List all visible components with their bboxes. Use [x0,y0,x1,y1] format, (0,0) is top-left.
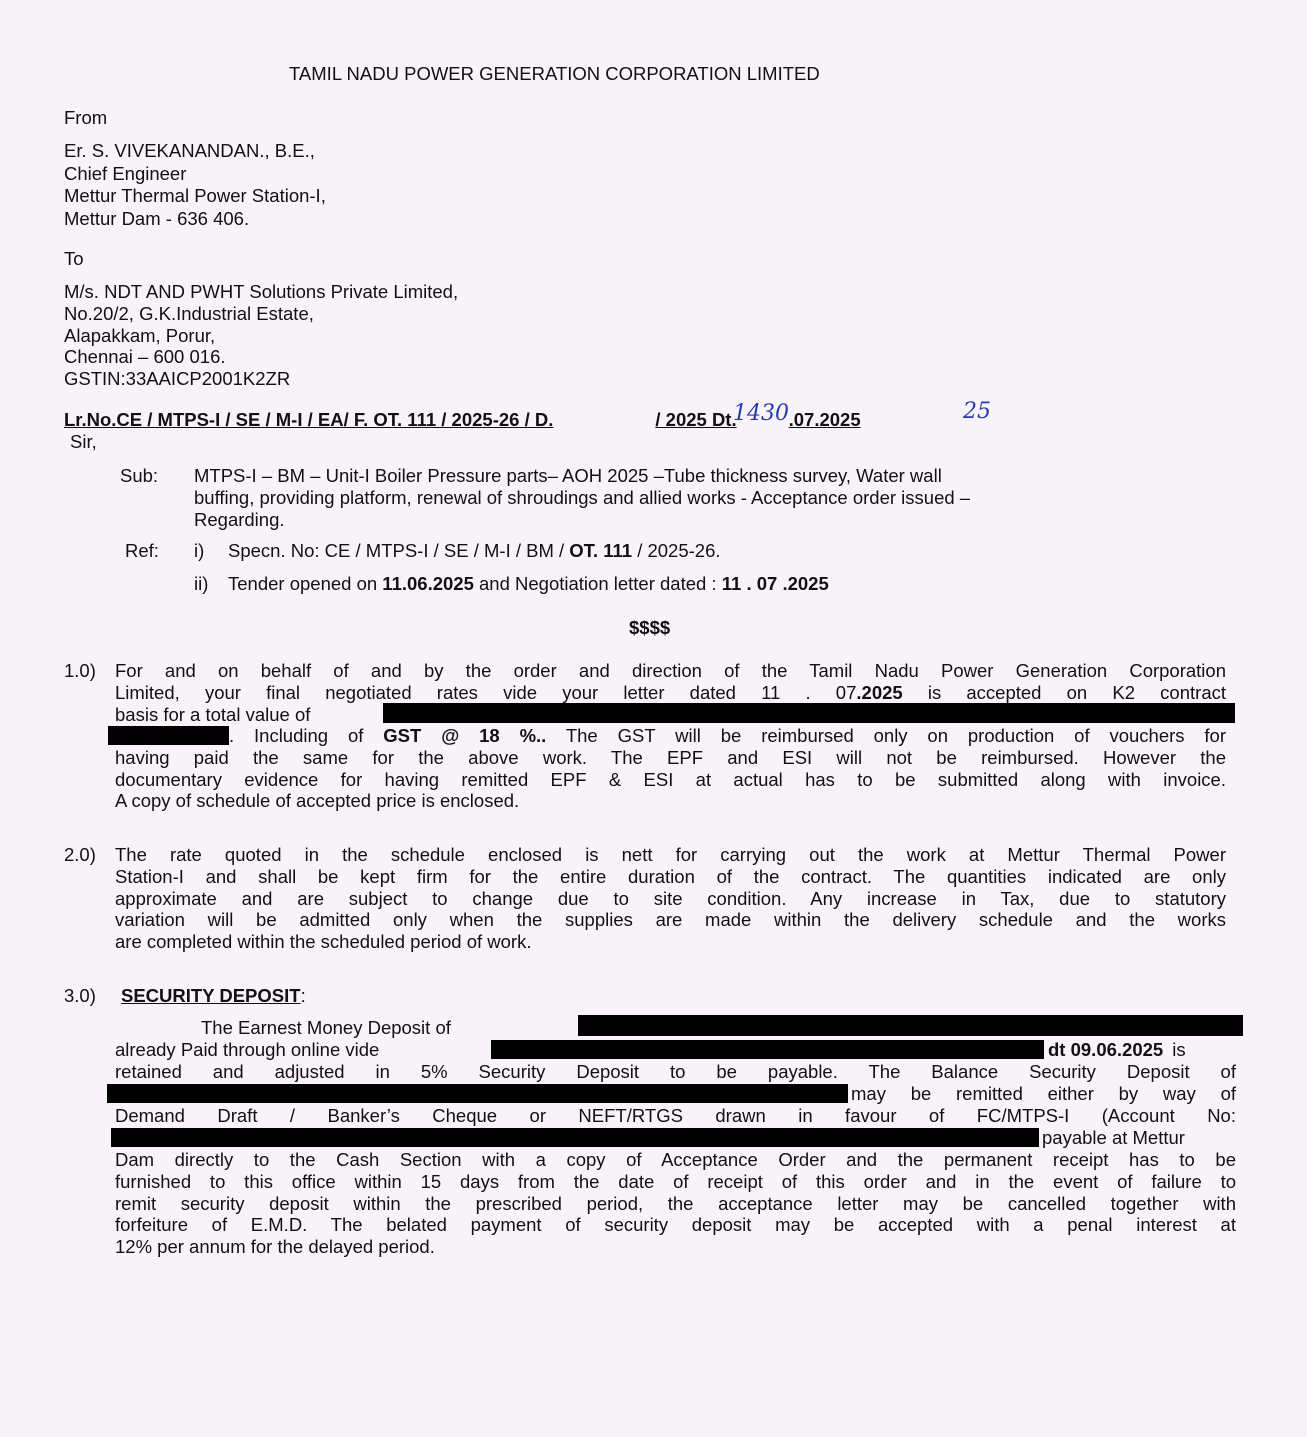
redaction-account-number [111,1128,1039,1147]
ref1-text: Specn. No: CE / MTPS-I / SE / M-I / BM / [228,540,565,561]
separator: $$$$ [629,617,671,638]
para3-line5: Demand Draft / Banker’s Cheque or NEFT/RTGS drawn in favour of FC/MTPS-I (Account No: [115,1105,1236,1126]
para3-line3-wrap [115,1061,1236,1083]
para3-line1: The Earnest Money Deposit of [201,1017,451,1038]
security-deposit-heading: SECURITY DEPOSIT [121,985,301,1006]
from-line: Mettur Thermal Power Station-I, [64,185,326,206]
para1-body-cont [115,725,1226,812]
para3-number: 3.0) [64,985,96,1006]
to-label: To [64,248,84,269]
para3-line2-end: is [1172,1039,1186,1060]
from-label: From [64,107,108,128]
ref-year: / 2025 Dt. [655,409,737,430]
para1-line [115,682,1226,704]
para1-line2-text: Limited, your final negotiated rates vide your letter dated [115,681,736,703]
from-address [64,140,326,230]
para3-line: remit security deposit within the prescribed period, the acceptance letter may be cancelled together with [115,1192,1236,1214]
reference-1 [228,540,721,562]
para1-line4-b: The GST will be reimbursed only on production of vouchers for [565,725,1227,746]
para1-line2-end: is accepted on K2 contract [927,681,1226,703]
para3-line: furnished to this office within 15 days from the date of receipt of this order and in the event of failure to [115,1170,1236,1192]
ref2-text-b: and Negotiation letter dated : [479,573,717,594]
para2-line: approximate and are subject to change due to site condition. Any increase in Tax, due to statutory [115,887,1226,909]
subject-label: Sub: [120,465,159,486]
salutation: Sir, [70,431,97,452]
redaction-emd-amount [578,1015,1243,1036]
to-line: GSTIN:33AAICP2001K2ZR [64,368,291,390]
para1-line: having paid the same for the above work. The EPF and ESI will not be reimbursed. However the [115,746,1226,768]
subject-line: Regarding. [194,508,285,530]
reference-2 [228,573,829,595]
heading-colon: : [300,985,306,1006]
handwritten-day: 25 [963,399,991,424]
redaction-transaction-ref [491,1040,1044,1059]
para1-letter-date: 11 . 07 [761,681,857,703]
para3-rest [115,1149,1236,1258]
para3-heading [121,985,306,1007]
para3-line: 12% per annum for the delayed period. [115,1236,435,1258]
ref1-ot: OT. 111 [569,540,633,561]
para3-line3: retained and adjusted in 5% Security Deposit to be payable. The Balance Security Deposit of [115,1061,1236,1082]
para1-line: For and on behalf of and by the order and direction of the Tamil Nadu Power Generation Corporation [115,660,1226,681]
handwritten-letter-number: 1430 [733,401,789,426]
para2-line: are completed within the scheduled period of work. [115,931,532,953]
para1-line: A copy of schedule of accepted price is enclosed. [115,790,520,812]
ref2-num: ii) [194,573,209,594]
from-line: Er. S. VIVEKANANDAN., B.E., [64,140,315,161]
to-line: No.20/2, G.K.Industrial Estate, [64,302,314,324]
from-line: Chief Engineer [64,162,187,184]
ref-date-suffix: .07.2025 [788,409,861,430]
redaction-balance-deposit [107,1084,848,1103]
to-address [64,281,458,390]
from-line: Mettur Dam - 636 406. [64,207,250,229]
emd-date: dt 09.06.2025 [1048,1039,1164,1060]
ref1-num: i) [194,540,205,561]
para1-gst: GST @ 18 %.. [383,725,547,746]
para1-number: 1.0) [64,660,96,681]
para3-line2-date [1048,1039,1186,1061]
para3-line6: payable at Mettur [1042,1127,1185,1148]
para1-line4-a: . Including of [229,725,364,746]
ref2-negotiation-date: 11 . 07 .2025 [721,573,829,594]
para1-line: basis for a total value of [115,703,311,725]
ref2-text: Tender opened on [228,573,378,594]
para1-line [115,725,1226,747]
ref2-tender-date: 11.06.2025 [382,573,474,594]
para2-line: variation will be admitted only when the supplies are made within the delivery schedule and the works [115,909,1226,931]
para3-line: forfeiture of E.M.D. The belated payment of security deposit may be accepted with a penal interest at [115,1214,1236,1236]
ref1-year: / 2025-26. [637,540,721,561]
para2-number: 2.0) [64,844,96,865]
para3-line: Dam directly to the Cash Section with a copy of Acceptance Order and the permanent receipt has to be [115,1149,1236,1170]
subject-line: MTPS-I – BM – Unit-I Boiler Pressure parts– AOH 2025 –Tube thickness survey, Water wall [194,465,942,486]
to-line: M/s. NDT AND PWHT Solutions Private Limited, [64,281,459,302]
para3-line4: may be remitted either by way of [851,1083,1236,1104]
para2-line: The rate quoted in the schedule enclosed is nett for carrying out the work at Mettur Thermal Power [115,844,1226,865]
redaction-total-value [383,703,1235,723]
subject-line: buffing, providing platform, renewal of shroudings and allied works - Acceptance order issued – [194,486,971,508]
org-header: TAMIL NADU POWER GENERATION CORPORATION LIMITED [289,63,820,84]
para1-line: documentary evidence for having remitted EPF & ESI at actual has to be submitted along with invoice. [115,768,1226,790]
para3-line2: already Paid through online vide [115,1039,380,1060]
para3-line5-wrap [115,1105,1236,1127]
to-line: Chennai – 600 016. [64,346,226,368]
para1-letter-year: .2025 [856,681,903,703]
para2-line: Station-I and shall be kept firm for the entire duration of the contract. The quantities indicated are only [115,865,1226,887]
para2-body [115,844,1226,953]
ref-label: Ref: [125,540,159,561]
ref-prefix: Lr.No.CE / MTPS-I / SE / M-I / EA/ F. OT. 111 / 2025-26 / D. [64,409,554,430]
to-line: Alapakkam, Porur, [64,324,216,346]
subject-text [194,465,970,530]
